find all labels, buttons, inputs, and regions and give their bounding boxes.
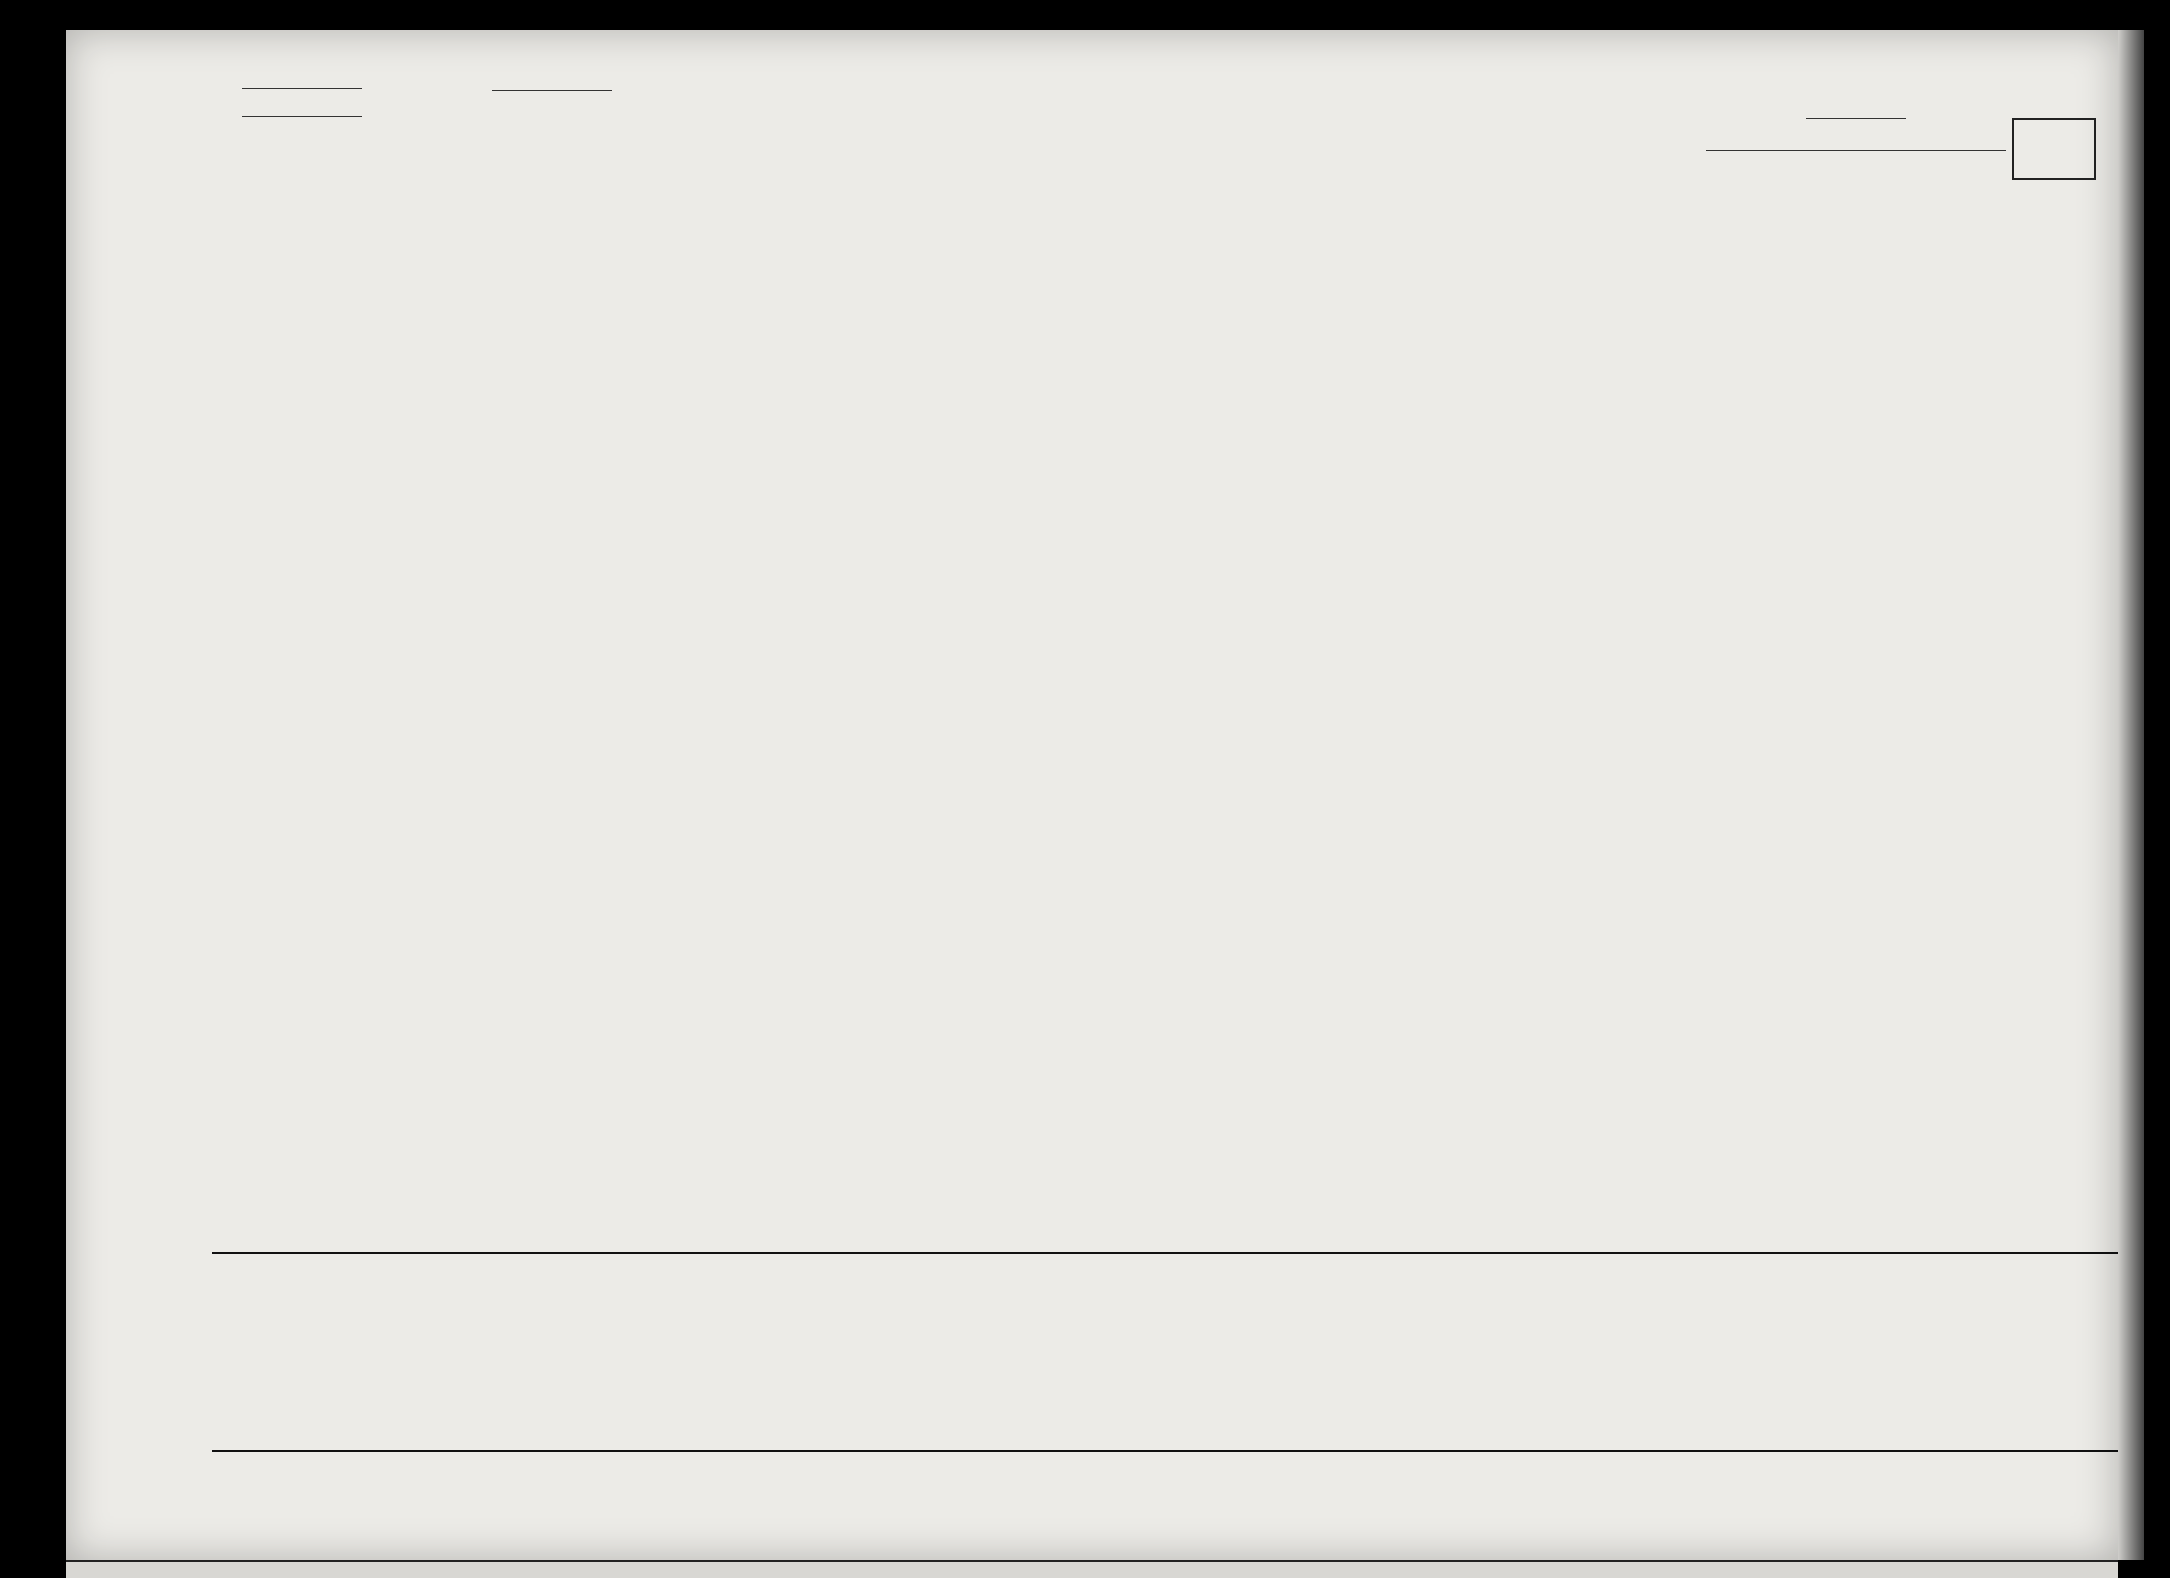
next-page-edge: [66, 1560, 2118, 1578]
sheet-number-box: [2012, 118, 2096, 180]
census-sheet: [66, 30, 2118, 1560]
enumerator-name: [1706, 150, 2006, 151]
explanatory-notes: [212, 1454, 2118, 1560]
incorporated-place-value: [492, 90, 612, 91]
enumerated-date: [1806, 118, 1906, 119]
supplementary-frame: [212, 1252, 2118, 1452]
state-value: [242, 88, 362, 89]
page-edge: [2118, 30, 2144, 1560]
county-value: [242, 116, 362, 117]
population-table: [212, 202, 2118, 1250]
